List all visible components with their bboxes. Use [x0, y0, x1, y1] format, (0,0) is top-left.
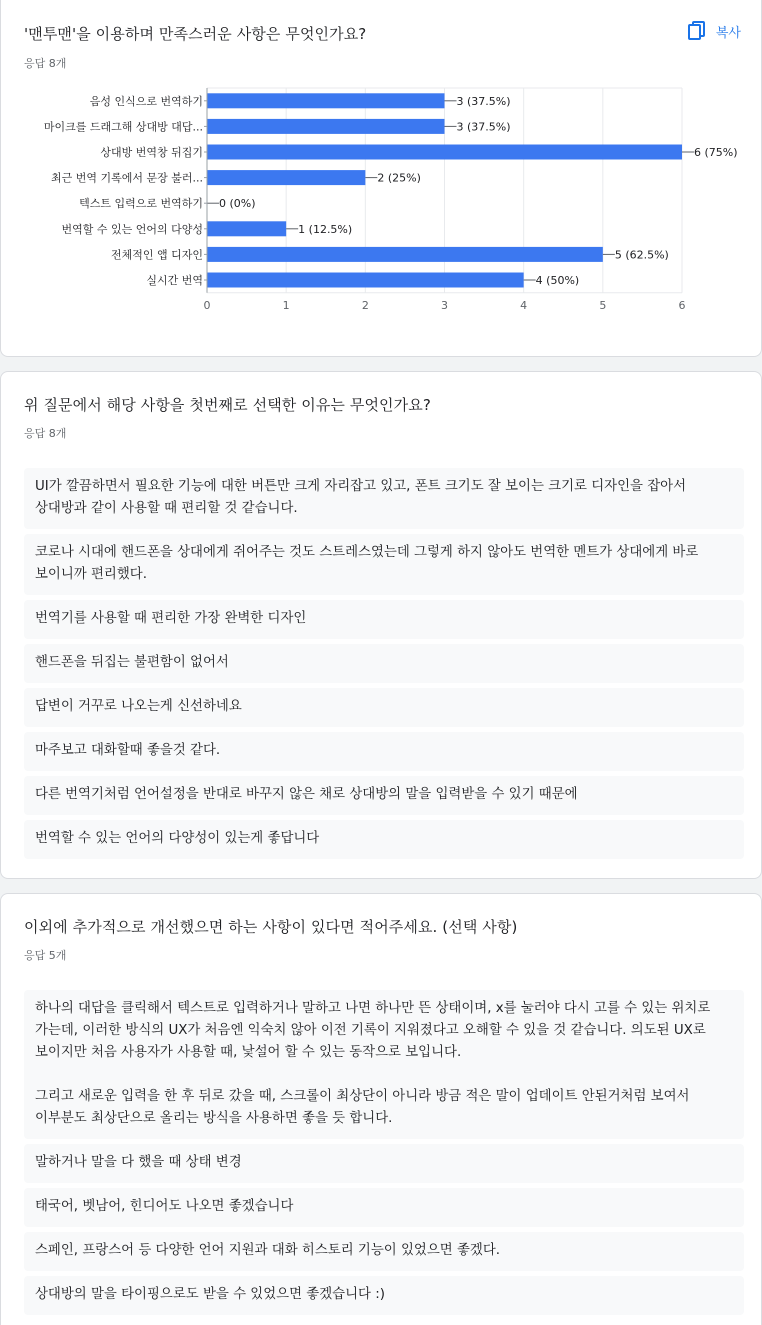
response-list: [24, 468, 744, 864]
response-item: 마주보고 대화할때 좋을것 같다.: [24, 732, 744, 771]
response-item: 코로나 시대에 핸드폰을 상대에게 쥐어주는 것도 스트레스였는데 그렇게 하지 않아도 번역한 멘트가 상대에게 바로 보이니까 편리했다.: [24, 534, 744, 595]
response-item: 태국어, 벳남어, 힌디어도 나오면 좋겠습니다: [24, 1188, 744, 1227]
bar: [207, 145, 682, 160]
response-count: 응답 8개: [24, 427, 67, 440]
bar: [207, 93, 445, 108]
data-label: 4 (50%): [535, 274, 580, 287]
category-label: 전체적인 앱 디자인: [110, 248, 203, 262]
bar: [207, 247, 603, 262]
category-label: 번역할 수 있는 언어의 다양성: [61, 222, 203, 236]
category-label: 최근 번역 기록에서 문장 불러...: [51, 171, 203, 185]
data-label: 3 (37.5%): [456, 94, 511, 108]
response-item: 상대방의 말을 타이핑으로도 받을 수 있었으면 좋겠습니다 :): [24, 1276, 744, 1315]
copy-label: 복사: [715, 25, 741, 41]
x-tick-label: 1: [282, 298, 290, 312]
category-label: 텍스트 입력으로 번역하기: [79, 197, 203, 211]
response-count: 응답 5개: [24, 949, 67, 962]
response-item: 말하거나 말을 다 했을 때 상태 변경: [24, 1144, 744, 1183]
question-title: 위 질문에서 해당 사항을 첫번째로 선택한 이유는 무엇인가요?: [24, 396, 431, 414]
response-count: 응답 8개: [24, 57, 67, 70]
data-label: 3 (37.5%): [456, 120, 511, 134]
bar: [207, 221, 286, 236]
data-label: 5 (62.5%): [614, 248, 669, 262]
response-item: 핸드폰을 뒤집는 불편함이 없어서: [24, 644, 744, 683]
response-list: [24, 990, 744, 1320]
response-item: 스페인, 프랑스어 등 다양한 언어 지원과 대화 히스토리 기능이 있었으면 좋겠다.: [24, 1232, 744, 1271]
data-label: 0 (0%): [219, 197, 256, 211]
data-label: 6 (75%): [694, 146, 738, 159]
bar: [207, 273, 524, 288]
x-tick-label: 5: [599, 298, 607, 312]
category-label: 상대방 번역창 뒤집기: [100, 146, 203, 159]
question-title: '맨투맨'을 이용하며 만족스러운 사항은 무엇인가요?: [24, 25, 367, 43]
bar: [207, 119, 445, 134]
question-card-improvements: [0, 893, 762, 1325]
data-label: 2 (25%): [377, 171, 421, 185]
category-label: 마이크를 드래그해 상대방 대답...: [43, 120, 203, 134]
x-tick-label: 6: [678, 298, 686, 312]
response-item: 번역기를 사용할 때 편리한 가장 완벽한 디자인: [24, 600, 744, 639]
x-tick-label: 0: [203, 298, 211, 312]
response-item: 번역할 수 있는 언어의 다양성이 있는게 좋답니다: [24, 820, 744, 859]
bar-chart: [1, 1, 762, 331]
response-item: 다른 번역기처럼 언어설정을 반대로 바꾸지 않은 채로 상대방의 말을 입력받을 수 있기 때문에: [24, 776, 744, 815]
bar: [207, 170, 365, 185]
x-tick-label: 2: [361, 298, 369, 312]
x-tick-label: 3: [441, 298, 448, 312]
category-label: 음성 인식으로 번역하기: [89, 94, 203, 108]
response-item: UI가 깔끔하면서 필요한 기능에 대한 버튼만 크게 자리잡고 있고, 폰트 크기도 잘 보이는 크기로 디자인을 잡아서 상대방과 같이 사용할 때 편리할 것 같습니다.: [24, 468, 744, 529]
response-item: 하나의 대답을 클릭해서 텍스트로 입력하거나 말하고 나면 하나만 뜬 상태이며, x를 눌러야 다시 고를 수 있는 위치로 가는데, 이러한 방식의 UX가 처음엔 익숙치 않아 이전 기록이 지워졌다고 오해할 수 있을 것 같습니다. 의도된 UX로 보이지만 처음 사용자가 사용할 때, 낯설어 할 수 있는 동작으로 보입니다. 그리고 새로운 입력을 한 후 뒤로 갔을 때, 스크롤이 최상단이 아니라 방금 적은 말이 업데이트 안된거처럼 보여서 이부분도 최상단으로 올리는 방식을 사용하면 좋을 듯 합니다.: [24, 990, 744, 1139]
response-item: 답변이 거꾸로 나오는게 신선하네요: [24, 688, 744, 727]
question-title: 이외에 추가적으로 개선했으면 하는 사항이 있다면 적어주세요. (선택 사항): [24, 918, 518, 936]
data-label: 1 (12.5%): [298, 222, 353, 236]
question-card-reason: [0, 371, 762, 879]
x-tick-label: 4: [520, 298, 528, 312]
question-card-satisfaction: [0, 0, 762, 357]
category-label: 실시간 번역: [146, 274, 203, 287]
